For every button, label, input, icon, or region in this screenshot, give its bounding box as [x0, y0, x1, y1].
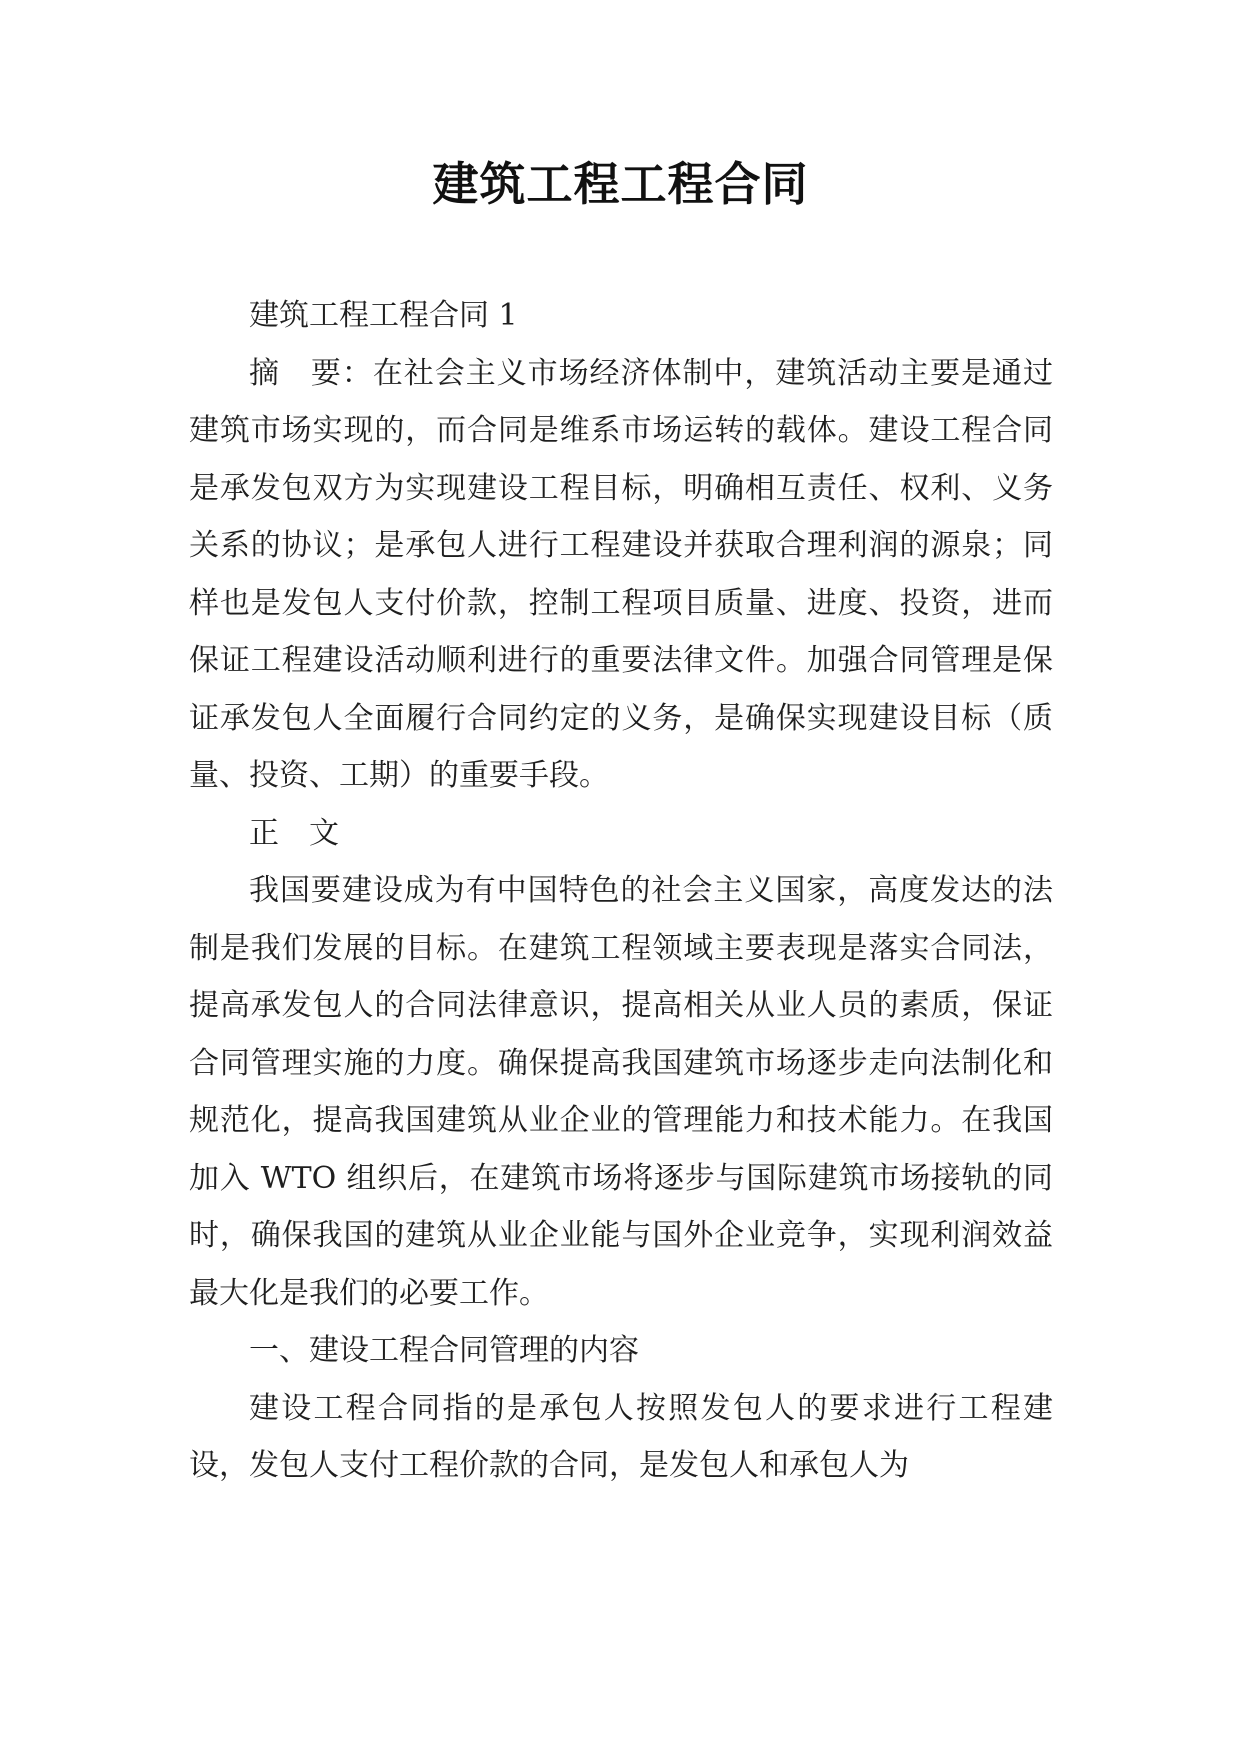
paragraph-abstract: 摘 要：在社会主义市场经济体制中，建筑活动主要是通过建筑市场实现的，而合同是维系市场运转的载体。建设工程合同是承发包双方为实现建设工程目标，明确相互责任、权利、义务关系的协议；是承包人进行工程建设并获取合理利润的源泉；同样也是发包人支付价款，控制工程项目质量、进度、投资，进而保证工程建设活动顺利进行的重要法律文件。加强合同管理是保证承发包人全面履行合同约定的义务，是确保实现建设目标（质量、投资、工期）的重要手段。 — [189, 355, 1053, 793]
paragraph-heading-contract-1: 建筑工程工程合同 1 — [249, 298, 518, 333]
document-title: 建筑工程工程合同 — [432, 157, 809, 211]
paragraph-intro: 我国要建设成为有中国特色的社会主义国家，高度发达的法制是我们发展的目标。在建筑工程领域主要表现是落实合同法，提高承发包人的合同法律意识，提高相关从业人员的素质，保证合同管理实施的力度。确保提高我国建筑市场逐步走向法制化和规范化，提高我国建筑从业企业的管理能力和技术能力。在我国加入 WTO 组织后，在建筑市场将逐步与国际建筑市场接轨的同时，确保我国的建筑从业企业能与国外企业竞争，实现利润效益最大化是我们的必要工作。 — [189, 873, 1053, 1311]
document-body — [189, 287, 1053, 1495]
paragraph-definition: 建设工程合同指的是承包人按照发包人的要求进行工程建设，发包人支付工程价款的合同，是发包人和承包人为 — [189, 1390, 1053, 1483]
paragraph-main-text-label: 正 文 — [249, 815, 339, 851]
section-heading-1: 一、建设工程合同管理的内容 — [249, 1333, 639, 1368]
